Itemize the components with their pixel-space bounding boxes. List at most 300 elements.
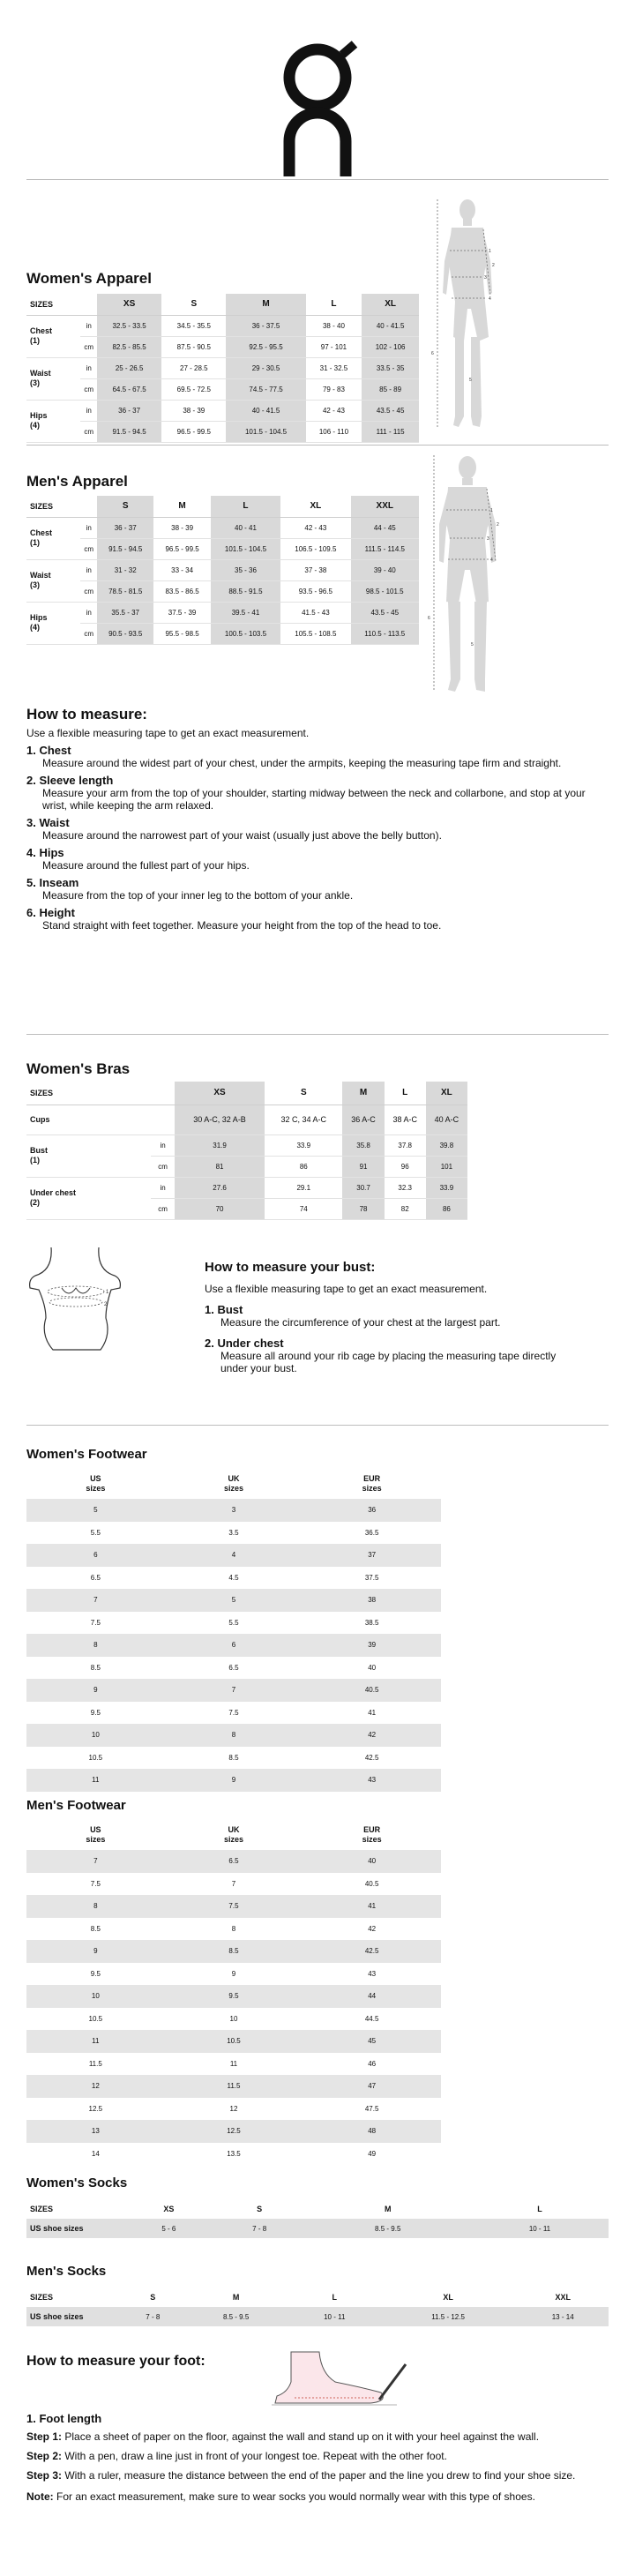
cell: 40.5 [364,1879,379,1888]
table-row [26,1522,441,1545]
cell: 88.5 - 91.5 [211,580,280,602]
cell: 7.5 [165,1895,303,1918]
svg-text:6: 6 [428,616,430,621]
table-row [26,1544,441,1567]
row-label: Chest (1) [26,315,80,357]
svg-text:1: 1 [106,1290,109,1295]
cell: 8.5 [228,1753,239,1762]
cell: 10.5 [165,2030,303,2053]
item-desc: Stand straight with feet together. Measure your height from the top of the head to toe. [42,919,442,932]
cell: 48 [303,2120,441,2143]
table-row [26,538,419,559]
item-desc: Measure around the narrowest part of your waist (usually just above the belly button). [42,829,442,842]
cell: 46 [368,2059,377,2068]
size-col: L [402,1088,408,1098]
cell: 39 [303,1634,441,1657]
table-row [26,580,419,602]
cell: 44 - 45 [351,517,419,538]
cell: 38 [303,1589,441,1612]
table-row [26,1657,441,1680]
cell: 32.3 [385,1177,426,1198]
man-figure-illustration [422,452,510,699]
cell: 106 - 110 [306,421,362,442]
sizes-header: SIZES [30,299,54,309]
cell: 82 [385,1198,426,1219]
item-desc: Measure from the top of your inner leg to the bottom of your ankle. [42,889,354,902]
cell: 95.5 - 98.5 [153,623,210,644]
mens-apparel-table [26,496,419,645]
svg-text:3: 3 [487,536,489,542]
size-col: XL [310,501,322,512]
cell: 13 [26,2120,165,2143]
divider [26,1425,609,1426]
cell: 39.8 [426,1134,467,1156]
cell: 111.5 - 114.5 [351,538,419,559]
size-col: M [232,2293,240,2302]
cell: 39 - 40 [351,559,419,580]
item-desc: Measure all around your rib cage by placing the measuring tape directly under your bust. [220,1350,557,1374]
table-row [26,378,419,400]
divider [26,1034,609,1035]
cell: 79 - 83 [306,378,362,400]
size-col: XL [426,1082,467,1105]
col-header: UK sizes [223,1474,243,1493]
cell: 47 [303,2075,441,2098]
unit-label: cm [80,421,97,442]
unit-label: in [80,559,97,580]
table-row [26,2030,441,2053]
cell: 42 [368,1924,377,1933]
cell: 36 - 37 [97,400,161,421]
cell: 91.5 - 94.5 [97,538,153,559]
cell: 70 [175,1198,265,1219]
mens-socks-title: Men's Socks [26,2264,107,2279]
foot-measure-section [26,2413,609,2503]
cell: 13 - 14 [517,2307,609,2326]
table-row [26,517,419,538]
cell: 4.5 [228,1573,239,1582]
cell: 27 - 28.5 [161,357,226,378]
mens-apparel-title: Men's Apparel [26,473,128,490]
cell: 12 [26,2075,165,2098]
womens-footwear-table [26,1469,441,1792]
cell: 44 [303,1985,441,2008]
step-item: Step 1: Place a sheet of paper on the floor, against the wall and stand up on it with your heel against the wall. [26,2430,540,2443]
cell: 40 [303,1850,441,1873]
size-col: S [97,496,153,517]
table-row [26,2120,441,2143]
table-row [26,2219,609,2238]
cell: 33 - 34 [153,559,210,580]
cell: 41 [368,1708,377,1717]
unit-label: cm [80,580,97,602]
cell: 3.5 [228,1528,239,1537]
cell: 78 [342,1198,384,1219]
table-row [26,1105,467,1134]
cell: 40 - 41 [211,517,280,538]
cell: 87.5 - 90.5 [161,336,226,357]
cell: 12.5 [88,2104,103,2113]
mens-footwear-title: Men's Footwear [26,1798,126,1813]
table-row [26,2053,441,2076]
cell: 40 - 41.5 [226,400,305,421]
cell: 42 - 43 [306,400,362,421]
unit-label: in [151,1134,175,1156]
cell: 47.5 [364,2104,379,2113]
cell: 10 [26,1985,165,2008]
size-col: M [384,2205,392,2213]
cell: 7.5 [90,1879,101,1888]
cell: 9 [26,1679,165,1702]
col-header: UK sizes [223,1825,243,1844]
unit-label: cm [80,378,97,400]
cell: 11 [229,2059,238,2068]
size-col: XS [163,2205,175,2213]
unit-label: in [80,517,97,538]
foot-measure-illustration [265,2347,415,2408]
womens-bras-title: Women's Bras [26,1060,131,1077]
cell: 69.5 - 72.5 [161,378,226,400]
womens-apparel-table [26,294,419,443]
size-col: L [331,299,337,310]
col-header: US sizes [86,1825,106,1844]
cell: 6 [26,1544,165,1567]
svg-text:2: 2 [497,522,499,528]
cell: 10 [26,1724,165,1747]
unit-label: in [80,357,97,378]
cell: 33.9 [265,1134,342,1156]
table-row [26,2098,441,2121]
table-row [26,559,419,580]
cell: 100.5 - 103.5 [211,623,280,644]
cell: 78.5 - 81.5 [97,580,153,602]
cell: 37.8 [385,1134,426,1156]
cell: 4 [165,1544,303,1567]
cell: 43 [303,1769,441,1792]
cell: 40 - 41.5 [362,315,419,336]
size-col: M [226,294,305,315]
cell: 7.5 [228,1708,239,1717]
cell: 31.9 [175,1134,265,1156]
unit-label: cm [80,336,97,357]
cell: 11 [26,1769,165,1792]
cell: 7 [231,1879,236,1888]
cell: 6.5 [165,1850,303,1873]
size-col: XS [175,1082,265,1105]
womens-apparel-title: Women's Apparel [26,270,152,287]
cell: 85 - 89 [362,378,419,400]
svg-text:3: 3 [484,275,487,281]
list-item [205,1337,584,1374]
cell: 8.5 [90,1663,101,1672]
cell: 36 A-C [342,1105,384,1134]
cell: 96 [385,1156,426,1177]
item-head: 6. Height [26,906,75,919]
cell: 5 [165,1589,303,1612]
cups-label: Cups [26,1105,175,1134]
cell: 43.5 - 45 [351,602,419,623]
cell: 8 [26,1895,165,1918]
cell: 93.5 - 96.5 [280,580,350,602]
table-row [26,2008,441,2031]
cell: 11 [26,2030,165,2053]
svg-text:1: 1 [490,508,493,513]
cell: 83.5 - 86.5 [153,580,210,602]
cell: 9.5 [165,1985,303,2008]
size-col: S [150,2293,156,2302]
cell: 74.5 - 77.5 [226,378,305,400]
step-item: Step 2: With a pen, draw a line just in front of your longest toe. Repeat with the other foot. [26,2450,447,2462]
table-row [26,623,419,644]
bust-measure-section [205,1260,584,1374]
unit-label: cm [151,1198,175,1219]
cell: 8 [231,1924,236,1933]
cell: 37.5 - 39 [153,602,210,623]
list-item [26,817,600,842]
table-row [26,1769,441,1792]
size-col: S [190,299,198,310]
cell: 5.5 [90,1528,101,1537]
table-row [26,1589,441,1612]
table-row [26,2075,441,2098]
cell: 10 - 11 [290,2307,379,2326]
bust-measure-title: How to measure your bust: [205,1260,376,1275]
list-item [205,1304,584,1329]
svg-text:5: 5 [471,642,474,648]
col-header: US sizes [86,1474,106,1493]
table-row [26,1850,441,1873]
item-head: 1. Chest [26,744,71,757]
foot-measure-title: How to measure your foot: [26,2354,205,2369]
col-header: EUR sizes [362,1474,382,1493]
womens-footwear-title: Women's Footwear [26,1447,147,1462]
row-label: Waist (3) [26,559,80,602]
cell: 9 [231,1969,236,1978]
cell: 31 - 32.5 [306,357,362,378]
womens-bras-table [26,1082,467,1220]
cell: 91 [342,1156,384,1177]
svg-text:4: 4 [489,296,491,302]
sizes-header: SIZES [30,2293,54,2302]
row-label: Hips (4) [26,602,80,644]
cell: 33.9 [426,1177,467,1198]
table-row [26,2143,441,2166]
cell: 39.5 - 41 [211,602,280,623]
unit-label: in [80,315,97,336]
cell: 44.5 [364,2014,379,2023]
cell: 37 - 38 [280,559,350,580]
item-head: 2. Sleeve length [26,774,114,787]
item-head: 3. Waist [26,816,70,829]
svg-text:2: 2 [492,263,495,268]
cell: 38 A-C [385,1105,426,1134]
mens-socks-table [26,2288,609,2326]
table-row [26,1679,441,1702]
unit-label: cm [80,538,97,559]
cell: 41 [303,1895,441,1918]
bust-illustration [26,1244,123,1355]
cell: 30 A-C, 32 A-B [175,1105,265,1134]
size-col: XXL [555,2293,571,2302]
cell: 105.5 - 108.5 [280,623,350,644]
list-item [26,775,600,812]
cell: 12 [229,2104,238,2113]
cell: 25 - 26.5 [97,357,161,378]
cell: 10 - 11 [471,2219,609,2238]
cell: 110.5 - 113.5 [351,623,419,644]
cell: 38.5 [364,1618,379,1627]
table-row [26,1724,441,1747]
cell: 6.5 [90,1573,101,1582]
cell: 43.5 - 45 [362,400,419,421]
cell: 36 - 37 [97,517,153,538]
table-row [26,1499,441,1522]
table-row [26,602,419,623]
row-label: Chest (1) [26,517,80,559]
cell: 7 [26,1589,165,1612]
size-col: XXL [351,496,419,517]
svg-text:2: 2 [104,1302,108,1307]
sizes-header: SIZES [30,2205,54,2213]
table-row [26,421,419,442]
cell: 32 C, 34 A-C [265,1105,342,1134]
divider [26,179,609,180]
cell: 97 - 101 [306,336,362,357]
cell: 38 - 39 [153,517,210,538]
cell: 38 - 40 [306,315,362,336]
cell: 40 [368,1663,377,1672]
row-label: Bust (1) [26,1134,151,1177]
table-row [26,336,419,357]
list-item [26,745,600,769]
cell: 42.5 [364,1753,379,1762]
cell: 6.5 [228,1663,239,1672]
cell: 41.5 - 43 [280,602,350,623]
item-head: 2. Under chest [205,1337,284,1350]
cell: 37 [303,1544,441,1567]
cell: 42 - 43 [280,517,350,538]
cell: 13.5 [227,2149,241,2158]
item-head: 4. Hips [26,846,64,859]
table-row [26,1134,467,1156]
size-col: L [537,2205,542,2213]
row-label: Under chest (2) [26,1177,151,1219]
cell: 8.5 [90,1924,101,1933]
cell: 43 [368,1969,377,1978]
cell: 11.5 - 12.5 [379,2307,518,2326]
cell: 27.6 [175,1177,265,1198]
cell: 7 - 8 [214,2219,305,2238]
cell: 81 [175,1156,265,1177]
col-header: EUR sizes [362,1825,382,1844]
item-desc: Measure your arm from the top of your shoulder, starting midway between the neck and collarbone, and stop at your wrist, while keeping the arm relaxed. [42,787,586,812]
step-item: Step 3: With a ruler, measure the distance between the end of the paper and the line you drew to find your shoe size. [26,2469,576,2482]
cell: 86 [265,1156,342,1177]
womens-socks-title: Women's Socks [26,2175,128,2190]
cell: 96.5 - 99.5 [153,538,210,559]
cell: 5 - 6 [123,2219,214,2238]
cell: 32.5 - 33.5 [97,315,161,336]
cell: 12.5 [165,2120,303,2143]
unit-label: cm [151,1156,175,1177]
bust-measure-intro: Use a flexible measuring tape to get an exact measurement. [205,1283,488,1295]
cell: 29.1 [265,1177,342,1198]
cell: 35 - 36 [211,559,280,580]
size-col: S [257,2205,263,2213]
svg-text:4: 4 [490,558,493,563]
size-col: L [332,2293,337,2302]
cell: 10.5 [88,2014,103,2023]
item-head: 1. Bust [205,1303,243,1316]
table-row [26,1895,441,1918]
item-head: 5. Inseam [26,876,79,889]
on-logo [273,35,362,176]
cell: 11.5 [88,2059,102,2068]
cell: 37.5 [364,1573,379,1582]
cell: 6 [165,1634,303,1657]
cell: 111 - 115 [362,421,419,442]
cell: 9.5 [90,1969,101,1978]
unit-label: in [80,400,97,421]
cell: 91.5 - 94.5 [97,421,161,442]
list-item [26,877,600,902]
foot-length-subtitle: 1. Foot length [26,2412,102,2425]
table-row [26,1873,441,1896]
unit-label: in [151,1177,175,1198]
cell: 5 [26,1499,165,1522]
how-to-measure-section [26,706,600,932]
cell: 40 A-C [426,1105,467,1134]
table-row [26,357,419,378]
cell: 14 [91,2149,100,2158]
row-label: US shoe sizes [26,2219,123,2238]
row-label: Hips (4) [26,400,80,442]
table-row [26,1963,441,1986]
item-desc: Measure around the fullest part of your hips. [42,859,250,872]
table-row [26,1985,441,2008]
cell: 8 [26,1634,165,1657]
row-label: US shoe sizes [26,2307,123,2326]
cell: 36 - 37.5 [226,315,305,336]
mens-footwear-table [26,1820,441,2165]
cell: 36 [303,1499,441,1522]
cell: 7.5 [90,1618,101,1627]
cell: 8.5 - 9.5 [305,2219,471,2238]
cell: 42.5 [303,1940,441,1963]
cell: 101.5 - 104.5 [226,421,305,442]
table-row [26,315,419,336]
cell: 102 - 106 [362,336,419,357]
table-row [26,1747,441,1770]
cell: 29 - 30.5 [226,357,305,378]
cell: 7 [26,1850,165,1873]
cell: 9 [26,1940,165,1963]
cell: 40.5 [303,1679,441,1702]
unit-label: in [80,602,97,623]
cell: 64.5 - 67.5 [97,378,161,400]
size-col: M [342,1082,384,1105]
cell: 30.7 [342,1177,384,1198]
row-label: Waist (3) [26,357,80,400]
cell: 96.5 - 99.5 [161,421,226,442]
table-row [26,1940,441,1963]
size-col: S [300,1088,307,1098]
table-row [26,2307,609,2326]
svg-text:6: 6 [431,351,434,356]
table-row [26,1918,441,1941]
cell: 38 - 39 [161,400,226,421]
cell: 86 [426,1198,467,1219]
